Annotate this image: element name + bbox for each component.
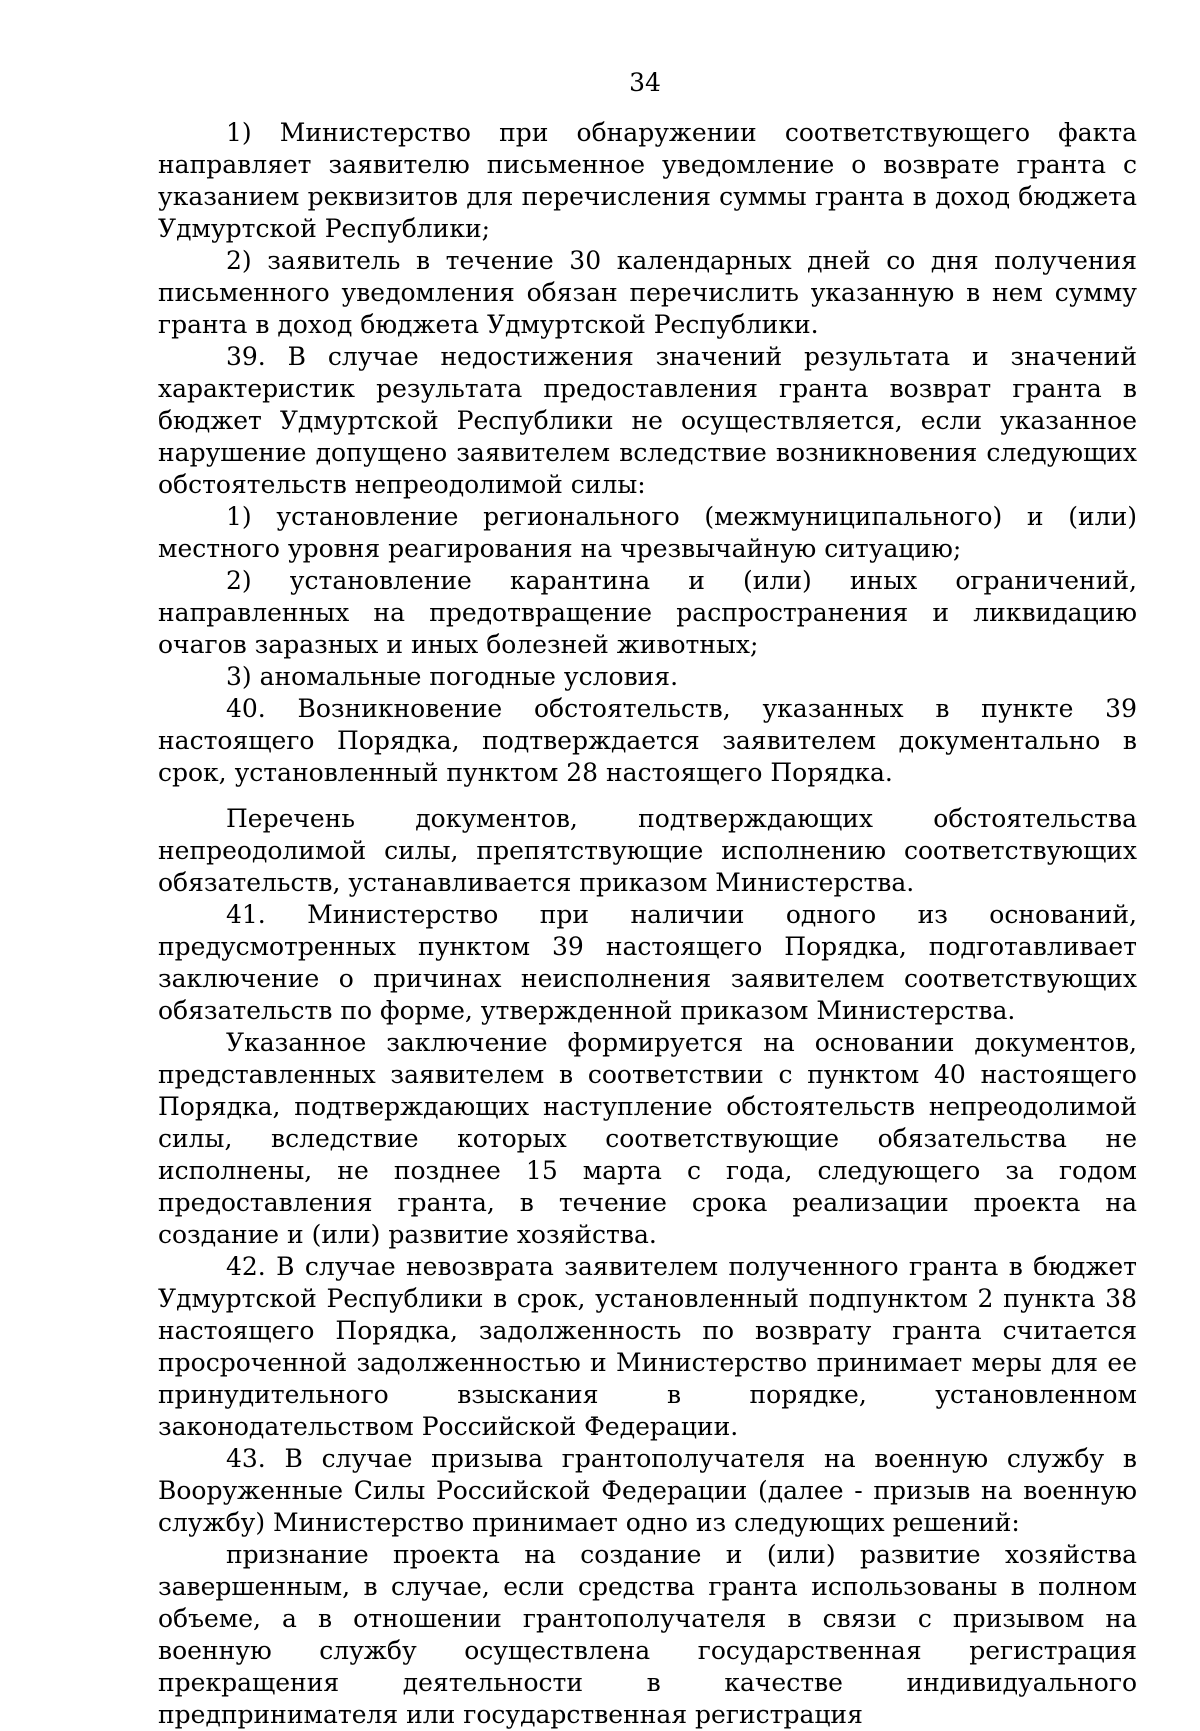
paragraph-39-1: 1) установление регионального (межмуниципального) и (или) местного уровня реагирования на чрезвычайную ситуацию; (158, 502, 1137, 563)
paragraph-40: 40. Возникновение обстоятельств, указанных в пункте 39 настоящего Порядка, подтверждается заявителем документально в срок, установленный пунктом 28 настоящего Порядка. (158, 694, 1137, 787)
paragraph-38-1: 1) Министерство при обнаружении соответствующего факта направляет заявителю письменное уведомление о возврате гранта с указанием реквизитов для перечисления суммы гранта в доход бюджета Удмуртской Республики; (158, 118, 1137, 243)
paragraph-43: 43. В случае призыва грантополучателя на военную службу в Вооруженные Силы Российской Федерации (далее - призыв на военную службу) Министерство принимает одно из следующих решений: (158, 1444, 1137, 1537)
paragraph-39-2: 2) установление карантина и (или) иных ограничений, направленных на предотвращение распространения и ликвидацию очагов заразных и иных болезней животных; (158, 566, 1137, 659)
document-body (158, 117, 1137, 1731)
paragraph-40-documents: Перечень документов, подтверждающих обстоятельства непреодолимой силы, препятствующие исполнению соответствующих обязательств, устанавливается приказом Министерства. (158, 804, 1137, 897)
paragraph-41-conclusion: Указанное заключение формируется на основании документов, представленных заявителем в соответствии с пунктом 40 настоящего Порядка, подтверждающих наступление обстоятельств непреодолимой силы, вследствие которых соответствующие обязательства не исполнены, не позднее 15 марта с года, следующего за годом предоставления гранта, в течение срока реализации проекта на создание и (или) развитие хозяйства. (158, 1028, 1137, 1249)
paragraph-38-2: 2) заявитель в течение 30 календарных дней со дня получения письменного уведомления обязан перечислить указанную в нем сумму гранта в доход бюджета Удмуртской Республики. (158, 246, 1137, 339)
paragraph-39: 39. В случае недостижения значений результата и значений характеристик результата предоставления гранта возврат гранта в бюджет Удмуртской Республики не осуществляется, если указанное нарушение допущено заявителем вследствие возникновения следующих обстоятельств непреодолимой силы: (158, 342, 1137, 499)
paragraph-43-decision: признание проекта на создание и (или) развитие хозяйства завершенным, в случае, если средства гранта использованы в полном объеме, а в отношении грантополучателя в связи с призывом на военную службу осуществлена государственная регистрация прекращения деятельности в качестве индивидуального предпринимателя или государственная регистрация (158, 1540, 1137, 1729)
page-number: 34 (629, 68, 661, 97)
paragraph-42: 42. В случае невозврата заявителем полученного гранта в бюджет Удмуртской Республики в срок, установленный подпунктом 2 пункта 38 настоящего Порядка, задолженность по возврату гранта считается просроченной задолженностью и Министерство принимает меры для ее принудительного взыскания в порядке, установленном законодательством Российской Федерации. (158, 1252, 1137, 1441)
paragraph-41: 41. Министерство при наличии одного из оснований, предусмотренных пунктом 39 настоящего Порядка, подготавливает заключение о причинах неисполнения заявителем соответствующих обязательств по форме, утвержденной приказом Министерства. (158, 900, 1137, 1025)
paragraph-39-3: 3) аномальные погодные условия. (226, 662, 679, 691)
